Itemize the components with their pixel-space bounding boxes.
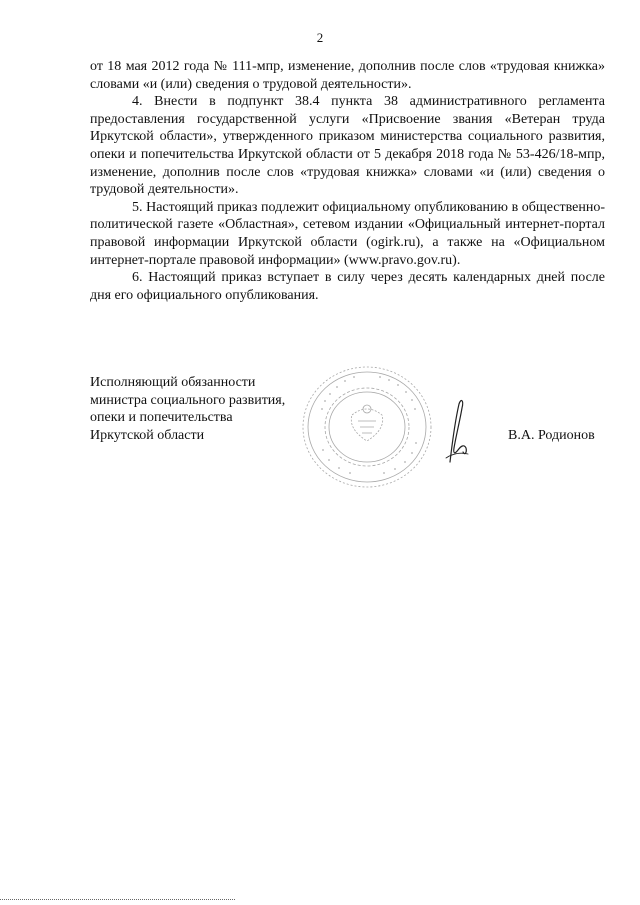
signatory-name: В.А. Родионов <box>508 428 595 443</box>
official-seal-icon <box>298 363 436 491</box>
document-body <box>90 58 605 304</box>
paragraph-item-4: 4. Внести в подпункт 38.4 пункта 38 административного регламента предоставления государственной услуги «Присвоение звания «Ветеран труда Иркутской области», утвержденного приказом министерства социального развития, опеки и попечительства Иркутской области от 5 декабря 2018 года № 53-426/18-мпр, изменение, дополнив после слов «трудовая книжка» словами «и (или) сведения о трудовой деятельности». <box>90 94 605 198</box>
signatory-position-line: опеки и попечительства <box>90 410 233 426</box>
handwritten-signature-icon <box>438 396 478 466</box>
signatory-position <box>90 374 285 444</box>
paragraph-item-6: 6. Настоящий приказ вступает в силу через десять календарных дней после дня его официального опубликования. <box>90 270 605 303</box>
page-number: 2 <box>316 30 324 45</box>
signatory-position-line: Иркутской области <box>90 427 205 443</box>
signatory-position-line: Исполняющий обязанности <box>90 375 256 390</box>
footer-divider <box>0 899 235 900</box>
paragraph-item-5: 5. Настоящий приказ подлежит официальному опубликованию в общественно-политической газете «Областная», сетевом издании «Официальный интернет-портал правовой информации Иркутской области (ogirk.ru), а также на «Официальном интернет-портале правовой информации» (www.pravo.gov.ru). <box>90 199 605 268</box>
paragraph-continuation: от 18 мая 2012 года № 111-мпр, изменение, дополнив после слов «трудовая книжка» словами «и (или) сведения о трудовой деятельности». <box>90 59 605 92</box>
signatory-position-line: министра социального развития, <box>90 392 286 408</box>
